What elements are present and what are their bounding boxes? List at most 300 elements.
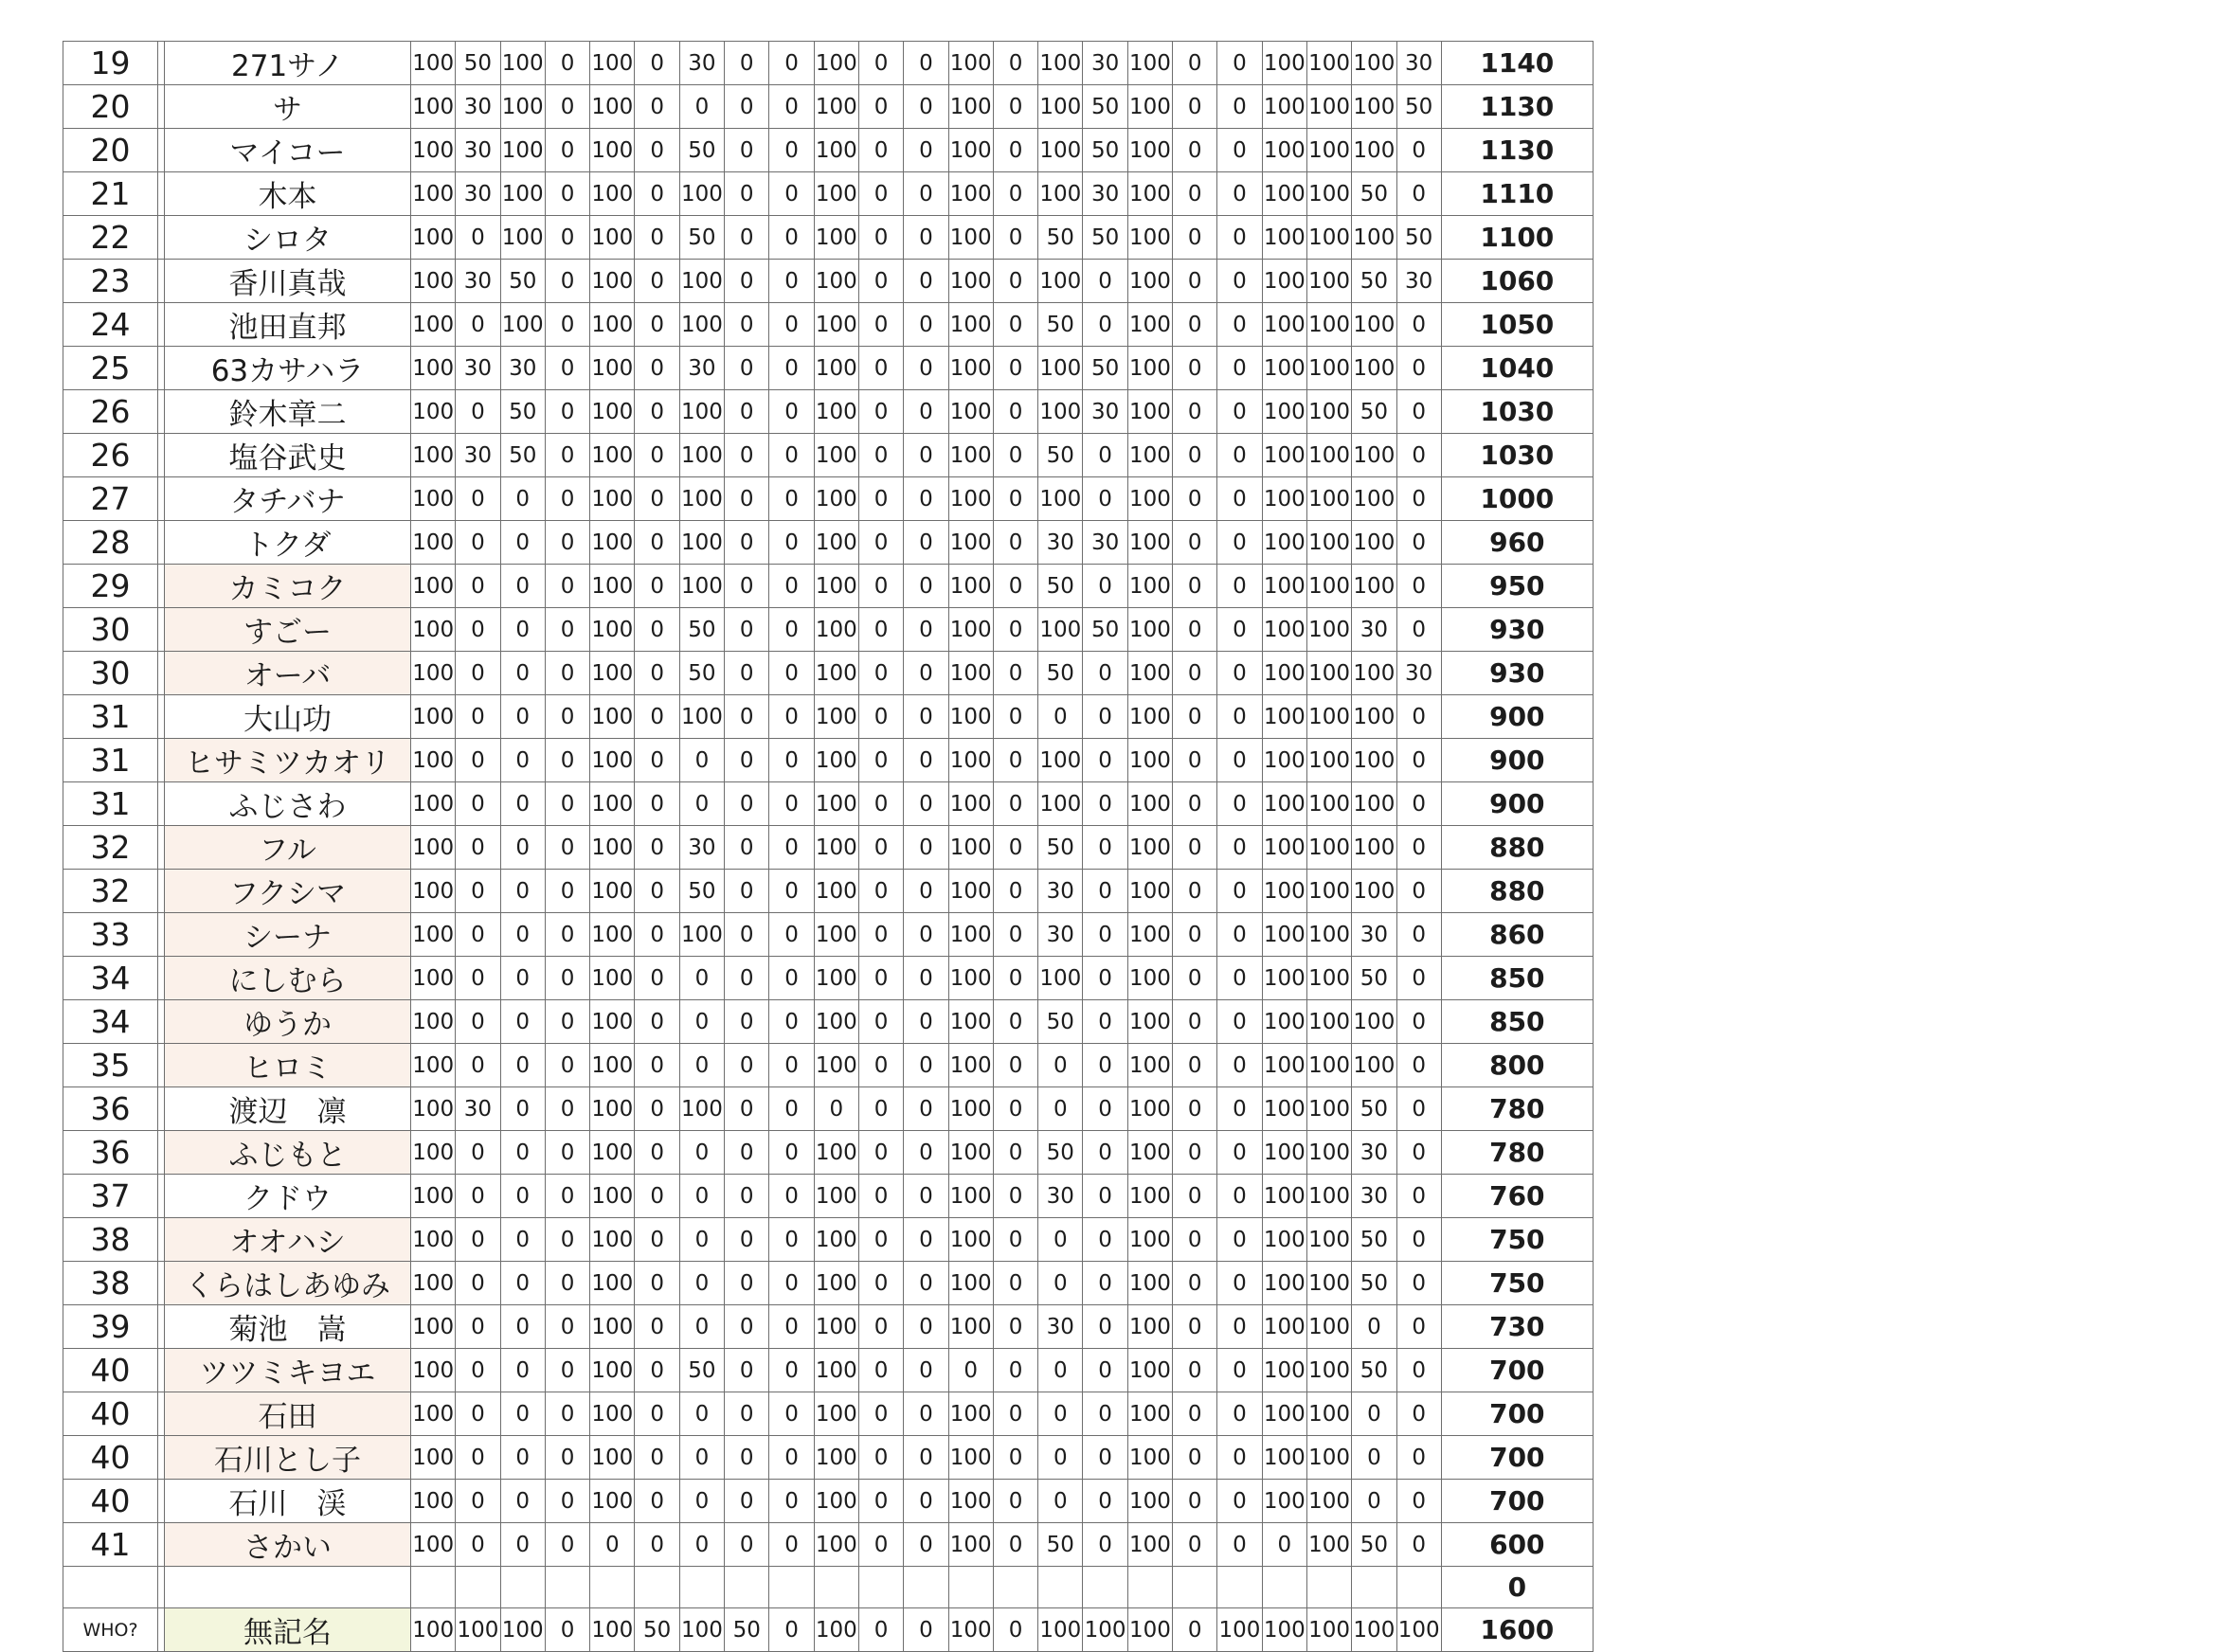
score-cell: 0 [769, 1392, 814, 1436]
score-cell: 0 [1173, 695, 1217, 739]
score-cell: 0 [993, 260, 1037, 303]
score-cell: 30 [1038, 870, 1083, 913]
score-cell: 0 [1038, 1218, 1083, 1262]
score-cell: 0 [545, 565, 589, 608]
total-cell: 950 [1441, 565, 1593, 608]
rank-cell: 32 [63, 826, 158, 870]
score-cell: 50 [1083, 216, 1127, 260]
score-cell: 100 [1262, 85, 1306, 129]
score-cell: 0 [1217, 477, 1262, 521]
score-cell: 0 [545, 826, 589, 870]
score-cell: 100 [411, 957, 456, 1000]
score-cell: 100 [948, 739, 993, 782]
score-cell: 0 [1173, 1392, 1217, 1436]
score-cell: 100 [590, 303, 635, 347]
spacer-cell [158, 1087, 165, 1131]
name-cell: 鈴木章二 [165, 390, 411, 434]
score-cell: 0 [769, 521, 814, 565]
score-cell: 30 [1038, 521, 1083, 565]
score-cell: 100 [1262, 1305, 1306, 1349]
score-cell: 0 [500, 477, 545, 521]
rank-cell: 26 [63, 434, 158, 477]
rank-cell: 37 [63, 1175, 158, 1218]
score-cell: 50 [1038, 652, 1083, 695]
score-cell: 0 [993, 347, 1037, 390]
score-cell: 100 [411, 477, 456, 521]
score-cell: 100 [1352, 85, 1396, 129]
score-cell: 0 [725, 565, 769, 608]
score-cell: 100 [1262, 1044, 1306, 1087]
score-cell: 100 [590, 565, 635, 608]
score-cell: 0 [1217, 1436, 1262, 1480]
score-cell: 0 [456, 1436, 500, 1480]
table-row [63, 1262, 1594, 1305]
score-cell: 100 [948, 1523, 993, 1567]
spacer-cell [158, 260, 165, 303]
score-cell: 100 [1306, 477, 1351, 521]
score-cell: 0 [456, 1218, 500, 1262]
total-cell: 0 [1441, 1567, 1593, 1608]
score-cell: 0 [635, 1175, 679, 1218]
score-cell: 0 [725, 1523, 769, 1567]
score-cell: 0 [858, 85, 903, 129]
rank-cell: 40 [63, 1436, 158, 1480]
score-cell: 0 [1083, 870, 1127, 913]
score-cell: 0 [635, 782, 679, 826]
score-cell: 100 [1038, 739, 1083, 782]
score-cell: 100 [948, 1480, 993, 1523]
score-cell: 0 [1173, 1349, 1217, 1392]
score-cell: 0 [635, 1305, 679, 1349]
score-cell: 100 [679, 565, 724, 608]
score-cell: 0 [1083, 1131, 1127, 1175]
score-cell: 0 [725, 521, 769, 565]
score-cell: 100 [679, 303, 724, 347]
score-cell: 0 [1217, 826, 1262, 870]
total-cell: 900 [1441, 739, 1593, 782]
name-cell: 271サノ [165, 42, 411, 85]
score-cell: 100 [814, 1480, 858, 1523]
score-cell: 0 [500, 1262, 545, 1305]
score-cell [814, 1567, 858, 1608]
score-cell: 100 [1306, 347, 1351, 390]
score-cell: 0 [769, 870, 814, 913]
score-cell: 0 [1173, 1305, 1217, 1349]
score-cell: 0 [725, 390, 769, 434]
rank-cell: 31 [63, 782, 158, 826]
score-cell: 100 [948, 957, 993, 1000]
score-cell: 0 [904, 695, 948, 739]
score-cell: 100 [411, 42, 456, 85]
score-cell: 0 [1173, 216, 1217, 260]
rank-cell: 34 [63, 957, 158, 1000]
score-cell: 100 [814, 1262, 858, 1305]
rank-cell: WHO? [63, 1608, 158, 1652]
name-cell: 池田直邦 [165, 303, 411, 347]
score-cell: 0 [1173, 782, 1217, 826]
score-cell: 100 [411, 739, 456, 782]
rank-cell: 29 [63, 565, 158, 608]
score-cell: 0 [1083, 1044, 1127, 1087]
score-cell: 100 [814, 521, 858, 565]
score-cell: 0 [1173, 129, 1217, 172]
score-cell: 0 [1038, 1044, 1083, 1087]
spacer-cell [158, 216, 165, 260]
score-cell: 0 [904, 957, 948, 1000]
total-cell: 1050 [1441, 303, 1593, 347]
score-cell: 0 [904, 1218, 948, 1262]
score-cell: 50 [1352, 1218, 1396, 1262]
score-cell: 0 [993, 303, 1037, 347]
score-cell: 100 [590, 347, 635, 390]
score-cell: 0 [1217, 1087, 1262, 1131]
score-cell: 0 [1396, 1131, 1441, 1175]
score-cell: 0 [545, 1087, 589, 1131]
score-cell: 100 [1306, 1608, 1351, 1652]
score-cell: 100 [1127, 347, 1172, 390]
score-cell: 0 [858, 608, 903, 652]
score-cell: 100 [590, 1480, 635, 1523]
name-cell: オオハシ [165, 1218, 411, 1262]
score-cell: 30 [1038, 1305, 1083, 1349]
score-cell: 100 [948, 521, 993, 565]
total-cell: 1130 [1441, 129, 1593, 172]
table-row [63, 826, 1594, 870]
score-cell: 100 [1306, 1175, 1351, 1218]
total-cell: 900 [1441, 695, 1593, 739]
score-cell: 100 [1352, 782, 1396, 826]
score-cell: 50 [500, 390, 545, 434]
score-cell: 100 [1352, 826, 1396, 870]
score-cell: 100 [948, 1436, 993, 1480]
score-cell: 100 [1127, 1480, 1172, 1523]
rank-cell: 38 [63, 1218, 158, 1262]
score-cell: 100 [1306, 1131, 1351, 1175]
score-cell: 0 [858, 739, 903, 782]
score-cell: 100 [1038, 129, 1083, 172]
score-cell: 0 [1396, 1044, 1441, 1087]
score-cell: 100 [814, 1523, 858, 1567]
score-cell: 100 [1306, 782, 1351, 826]
score-cell: 0 [1217, 521, 1262, 565]
score-cell: 100 [1306, 1436, 1351, 1480]
rank-cell: 28 [63, 521, 158, 565]
score-cell: 100 [1127, 42, 1172, 85]
score-cell: 100 [1306, 652, 1351, 695]
rank-cell: 30 [63, 608, 158, 652]
score-cell: 100 [1352, 1608, 1396, 1652]
name-cell: くらはしあゆみ [165, 1262, 411, 1305]
score-cell: 100 [814, 739, 858, 782]
score-cell: 0 [993, 565, 1037, 608]
score-cell: 100 [456, 1608, 500, 1652]
score-cell: 0 [1217, 870, 1262, 913]
score-cell: 100 [679, 695, 724, 739]
score-cell: 0 [456, 695, 500, 739]
score-cell: 0 [769, 1436, 814, 1480]
score-cell: 0 [993, 739, 1037, 782]
spacer-cell [158, 565, 165, 608]
score-cell: 0 [1217, 1044, 1262, 1087]
score-cell: 30 [456, 347, 500, 390]
score-cell: 50 [500, 434, 545, 477]
score-cell: 50 [679, 870, 724, 913]
score-cell: 100 [814, 1175, 858, 1218]
score-cell: 100 [1306, 303, 1351, 347]
score-cell: 0 [1173, 303, 1217, 347]
score-cell: 0 [725, 1262, 769, 1305]
score-cell: 0 [858, 913, 903, 957]
score-cell: 100 [814, 129, 858, 172]
score-cell: 50 [1396, 216, 1441, 260]
score-cell: 100 [1127, 434, 1172, 477]
table-row [63, 1392, 1594, 1436]
score-cell: 0 [679, 1262, 724, 1305]
score-cell: 100 [1306, 1000, 1351, 1044]
score-cell: 0 [545, 347, 589, 390]
score-cell: 0 [858, 1305, 903, 1349]
score-cell: 100 [948, 347, 993, 390]
score-cell: 0 [858, 1523, 903, 1567]
total-cell: 750 [1441, 1218, 1593, 1262]
score-cell: 0 [725, 85, 769, 129]
score-cell: 0 [858, 1480, 903, 1523]
score-cell: 0 [635, 347, 679, 390]
score-cell: 0 [1173, 260, 1217, 303]
score-cell: 0 [635, 1523, 679, 1567]
score-cell: 100 [411, 390, 456, 434]
score-cell: 0 [545, 1044, 589, 1087]
score-cell: 0 [858, 1000, 903, 1044]
score-cell: 0 [1217, 1218, 1262, 1262]
score-cell: 0 [500, 1349, 545, 1392]
score-cell: 30 [456, 260, 500, 303]
score-cell: 50 [725, 1608, 769, 1652]
total-cell: 1000 [1441, 477, 1593, 521]
score-cell: 0 [858, 782, 903, 826]
score-cell: 100 [1352, 739, 1396, 782]
score-cell [500, 1567, 545, 1608]
score-cell: 100 [590, 42, 635, 85]
score-cell: 0 [679, 957, 724, 1000]
score-cell: 0 [1083, 1087, 1127, 1131]
score-cell: 0 [635, 695, 679, 739]
score-cell: 0 [725, 652, 769, 695]
score-cell: 100 [1038, 477, 1083, 521]
score-cell: 100 [411, 608, 456, 652]
score-cell: 0 [725, 172, 769, 216]
spacer-cell [158, 1175, 165, 1218]
score-cell: 30 [1396, 42, 1441, 85]
spacer-cell [158, 1523, 165, 1567]
score-cell [590, 1567, 635, 1608]
score-cell: 100 [1262, 565, 1306, 608]
score-cell: 0 [1083, 739, 1127, 782]
score-cell: 0 [1038, 1262, 1083, 1305]
score-cell: 0 [904, 826, 948, 870]
spacer-cell [158, 1262, 165, 1305]
score-cell: 100 [814, 1131, 858, 1175]
score-cell: 100 [948, 1000, 993, 1044]
score-cell: 0 [545, 957, 589, 1000]
score-cell: 0 [500, 1480, 545, 1523]
total-cell: 800 [1441, 1044, 1593, 1087]
score-cell: 0 [1173, 1523, 1217, 1567]
total-cell: 700 [1441, 1392, 1593, 1436]
score-cell: 0 [1083, 652, 1127, 695]
rank-cell: 36 [63, 1087, 158, 1131]
score-cell: 0 [858, 870, 903, 913]
rank-cell: 36 [63, 1131, 158, 1175]
score-cell: 100 [1127, 652, 1172, 695]
score-cell: 0 [679, 1392, 724, 1436]
table-row [63, 1480, 1594, 1523]
score-cell: 100 [411, 216, 456, 260]
spacer-cell [158, 1480, 165, 1523]
rank-cell: 38 [63, 1262, 158, 1305]
total-cell: 1030 [1441, 390, 1593, 434]
score-cell: 0 [858, 1392, 903, 1436]
score-cell: 100 [1396, 1608, 1441, 1652]
score-cell: 100 [1262, 1608, 1306, 1652]
table-row [63, 129, 1594, 172]
score-cell: 0 [1352, 1436, 1396, 1480]
score-cell: 0 [858, 477, 903, 521]
name-cell: シーナ [165, 913, 411, 957]
score-cell: 0 [1217, 1480, 1262, 1523]
score-cell: 100 [1262, 1087, 1306, 1131]
table-row [63, 216, 1594, 260]
score-cell [1127, 1567, 1172, 1608]
score-cell: 100 [1262, 695, 1306, 739]
score-cell [948, 1567, 993, 1608]
score-cell: 0 [500, 1523, 545, 1567]
spacer-cell [158, 782, 165, 826]
score-cell: 0 [1352, 1392, 1396, 1436]
score-cell: 0 [500, 782, 545, 826]
rank-cell: 20 [63, 129, 158, 172]
score-cell: 100 [500, 303, 545, 347]
score-cell: 100 [590, 739, 635, 782]
score-cell: 100 [590, 957, 635, 1000]
score-cell: 0 [769, 172, 814, 216]
score-cell: 0 [545, 390, 589, 434]
score-cell: 0 [635, 870, 679, 913]
score-cell: 100 [411, 826, 456, 870]
table-row [63, 1087, 1594, 1131]
score-cell: 30 [1083, 42, 1127, 85]
table-row [63, 1305, 1594, 1349]
rank-cell [63, 1567, 158, 1608]
spacer-cell [158, 85, 165, 129]
score-cell: 100 [1038, 85, 1083, 129]
total-cell: 880 [1441, 870, 1593, 913]
score-cell: 100 [411, 260, 456, 303]
rank-cell: 24 [63, 303, 158, 347]
score-cell: 0 [1173, 434, 1217, 477]
score-cell: 100 [1352, 1044, 1396, 1087]
score-cell: 100 [1127, 1087, 1172, 1131]
score-cell: 100 [411, 1349, 456, 1392]
name-cell: タチバナ [165, 477, 411, 521]
score-cell: 0 [456, 1392, 500, 1436]
score-cell: 0 [1217, 1000, 1262, 1044]
score-cell: 100 [948, 1262, 993, 1305]
score-cell: 100 [679, 521, 724, 565]
score-cell: 100 [1127, 782, 1172, 826]
score-cell: 0 [725, 129, 769, 172]
score-cell: 0 [590, 1523, 635, 1567]
score-cell: 100 [1262, 477, 1306, 521]
score-cell: 100 [948, 216, 993, 260]
score-cell: 0 [725, 695, 769, 739]
name-cell: ヒサミツカオリ [165, 739, 411, 782]
name-cell: オーバ [165, 652, 411, 695]
table-row [63, 1349, 1594, 1392]
score-cell: 100 [590, 695, 635, 739]
score-cell: 0 [635, 652, 679, 695]
score-cell: 100 [1127, 303, 1172, 347]
score-cell: 100 [590, 1175, 635, 1218]
score-cell: 0 [635, 477, 679, 521]
score-cell: 100 [1306, 957, 1351, 1000]
score-cell: 0 [500, 826, 545, 870]
score-cell: 100 [814, 172, 858, 216]
score-cell: 0 [1217, 608, 1262, 652]
score-cell: 0 [545, 477, 589, 521]
score-cell: 0 [1396, 913, 1441, 957]
score-cell: 0 [635, 1349, 679, 1392]
name-cell: 石田 [165, 1392, 411, 1436]
score-cell: 0 [1396, 826, 1441, 870]
score-cell: 100 [1262, 216, 1306, 260]
score-cell: 100 [948, 1392, 993, 1436]
total-cell: 860 [1441, 913, 1593, 957]
score-cell: 100 [1262, 1175, 1306, 1218]
score-cell: 0 [456, 782, 500, 826]
score-cell [858, 1567, 903, 1608]
score-cell: 100 [500, 129, 545, 172]
score-cell: 0 [993, 826, 1037, 870]
total-cell: 930 [1441, 608, 1593, 652]
score-cell: 0 [725, 1044, 769, 1087]
score-cell: 100 [1306, 913, 1351, 957]
score-cell: 0 [948, 1349, 993, 1392]
score-cell: 0 [725, 1175, 769, 1218]
score-cell: 0 [769, 1175, 814, 1218]
score-cell: 0 [858, 260, 903, 303]
score-cell: 100 [590, 172, 635, 216]
score-cell: 0 [1217, 216, 1262, 260]
score-cell: 100 [1306, 1349, 1351, 1392]
score-cell: 100 [948, 390, 993, 434]
name-cell: 塩谷武史 [165, 434, 411, 477]
score-cell: 100 [411, 85, 456, 129]
score-cell: 100 [411, 1000, 456, 1044]
score-cell: 50 [1038, 434, 1083, 477]
score-cell [1262, 1567, 1306, 1608]
rank-cell: 32 [63, 870, 158, 913]
score-cell: 100 [411, 1305, 456, 1349]
score-cell: 100 [590, 1349, 635, 1392]
score-cell: 0 [1083, 565, 1127, 608]
name-cell: すごー [165, 608, 411, 652]
score-cell: 0 [1173, 521, 1217, 565]
score-cell: 0 [500, 1392, 545, 1436]
spacer-cell [158, 303, 165, 347]
score-cell: 100 [948, 1175, 993, 1218]
score-cell: 0 [1173, 85, 1217, 129]
